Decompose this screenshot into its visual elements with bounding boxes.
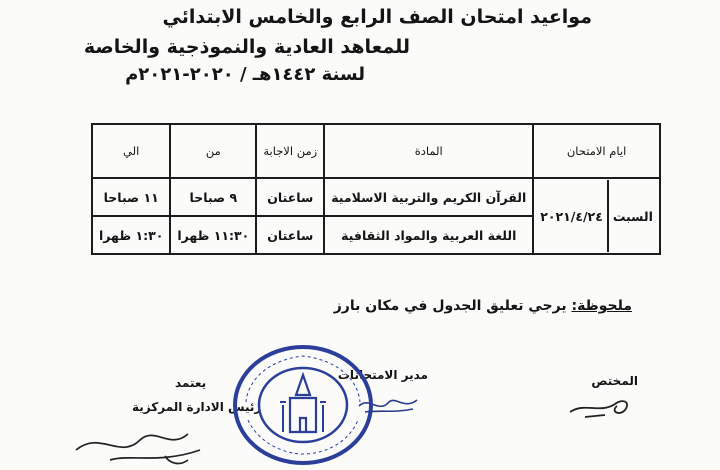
exams-director-label: مدير الامتحانات [337,368,428,382]
head-signature [70,420,210,468]
exam-date: ٢٠٢١/٤/٢٤ [540,208,603,224]
day-divider [607,180,609,252]
note [334,298,632,314]
header-to: الي [92,124,170,178]
duration-cell: ساعتان [256,178,324,216]
duration-cell: ساعتان [256,216,324,254]
header-days: ايام الامتحان [533,124,660,178]
specialist-signature [565,392,645,420]
approved-label: يعتمد [175,376,207,390]
table-row [92,178,660,216]
header-duration: زمن الاجابة [256,124,324,178]
note-label: ملحوظة: [571,298,632,314]
day-cell [533,178,660,254]
header-from: من [170,124,256,178]
header-line-1: مواعيد امتحان الصف الرابع والخامس الابتدائي [162,6,592,28]
header-subject: المادة [324,124,533,178]
to-cell: ١:٣٠ ظهرا [92,216,170,254]
note-text: يرجي تعليق الجدول في مكان بارز [333,298,567,314]
specialist-label: المختص [591,374,638,388]
subject-cell: اللغة العربية والمواد الثقافية [324,216,533,254]
table-header-row [92,124,660,178]
exam-day: السبت [612,208,653,224]
official-seal-icon [228,340,378,470]
central-admin-head-label: رئيس الادارة المركزية [132,400,262,414]
exam-schedule-table [91,123,661,255]
to-cell: ١١ صباحا [92,178,170,216]
header-line-3: لسنة ١٤٤٢هـ / ٢٠٢٠-٢٠٢١م [125,64,365,85]
from-cell: ٩ صباحا [170,178,256,216]
header-line-2: للمعاهد العادية والنموذجية والخاصة [83,36,410,58]
subject-cell: القرآن الكريم والتربية الاسلامية [324,178,533,216]
from-cell: ١١:٣٠ ظهرا [170,216,256,254]
